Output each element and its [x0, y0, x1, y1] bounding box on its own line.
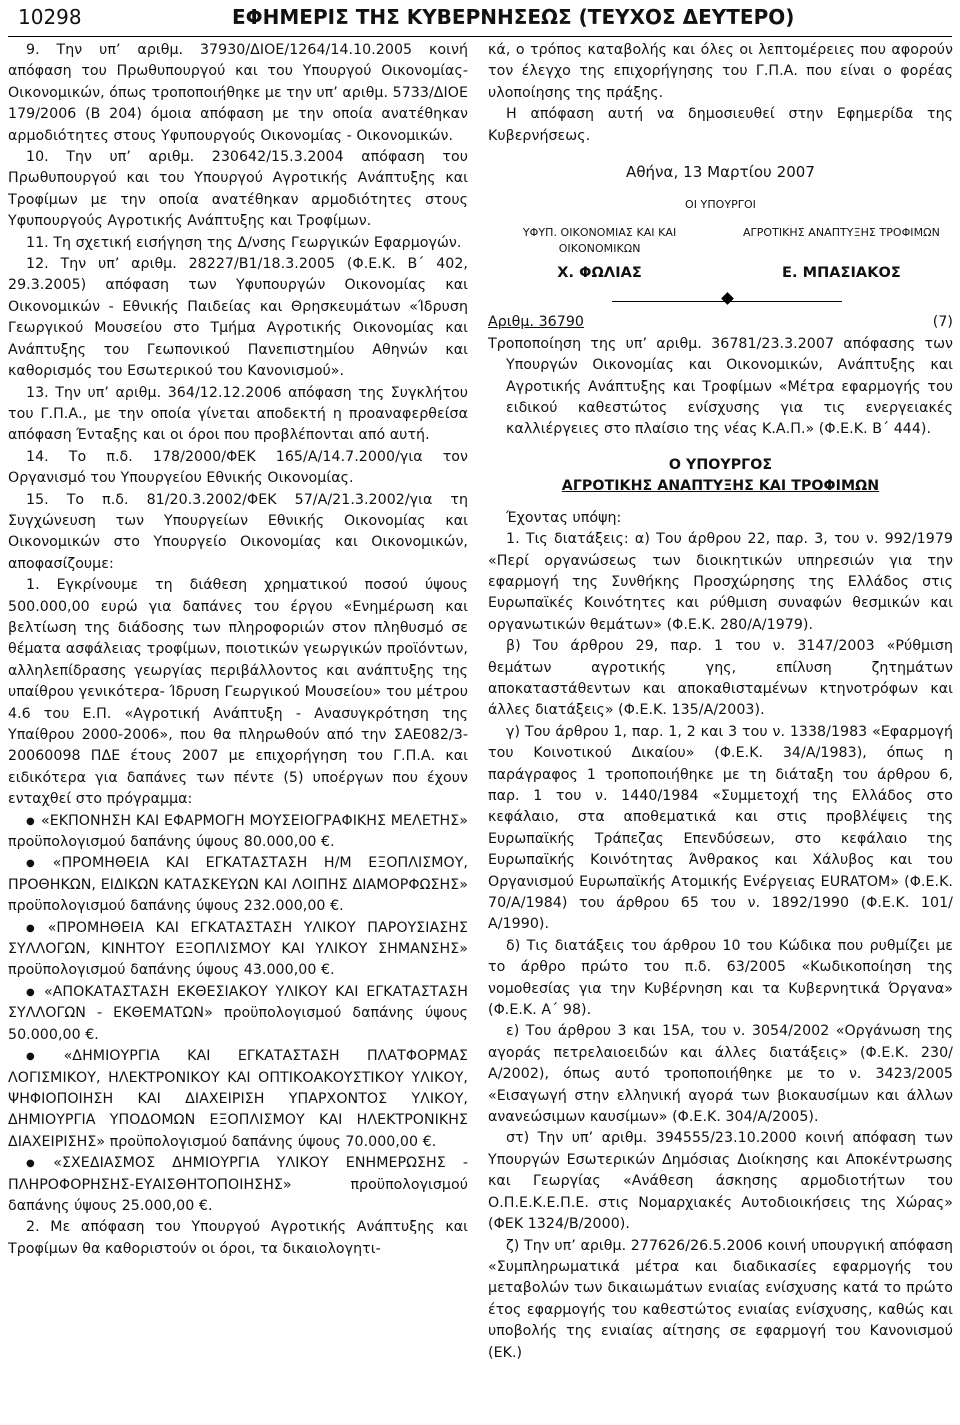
page-header — [0, 0, 960, 40]
diamond-icon — [721, 293, 734, 306]
heading-ministry: ΑΓΡΟΤΙΚΗΣ ΑΝΑΠΤΥΞΗΣ ΚΑΙ ΤΡΟΦΙΜΩΝ — [561, 478, 880, 495]
signatory-left-name: Χ. ΦΩΛΙΑΣ — [557, 265, 642, 282]
heading-minister: Ο ΥΠΟΥΡΓΟΣ — [668, 456, 773, 473]
paragraph: 1. Εγκρίνουμε τη διάθεση χρηματικού ποσού ύψους 500.000,00 ευρώ για δαπάνες του έργου «Ενημέρωση και βελτίωση της διάδοσης των πληροφοριών στον πληθυσμό σε θέματα ασφάλειας τροφίμων, ποιοτικών γεωργικών προϊόντων, αλληλεπίδρασης γεωργίας περιβάλλοντος και ανάπτυξης της υπαίθρου γενικότερα- Ίδρυση Γεωργικού Μουσείου» του μέτρου 4.6 του Ε.Π. «Αγροτική Ανάπτυξη - Ανασυγκρότηση της Υπαίθρου 2000-2006», που θα πληρωθούν από την ΣΑΕ082/3-20060098 ΠΔΕ έτους 2007 με επιχορήγηση του Γ.Π.Α. και ειδικότερα για δαπάνες των πέντε (5) υποέργων που έχουν ενταχθεί στο πρόγραμμα: — [8, 577, 468, 808]
left-column — [8, 40, 468, 1260]
page-number: 10298 — [18, 5, 82, 29]
signature-block — [488, 161, 953, 284]
paragraph: 9. Την υπ’ αριθμ. 37930/ΔΙΟΕ/1264/14.10.2005 κοινή απόφαση του Πρωθυπουργού και του Υπουργού Οικονομίας-Οικονομικών, όπως τροποποιήθηκε με την υπ’ αριθμ. 5733/ΔΙΟΕ 179/2006 (Β 204) όμοια απόφαση με την οποία ανατέθηκαν αρμοδιότητες στους Υφυπουργούς Οικονομίας - Οικονομικών. — [8, 42, 468, 144]
bullet-item: ● «ΠΡΟΜΗΘΕΙΑ ΚΑΙ ΕΓΚΑΤΑΣΤΑΣΗ ΥΛΙΚΟΥ ΠΑΡΟΥΣΙΑΣΗΣ ΣΥΛΛΟΓΩΝ, ΚΙΝΗΤΟΥ ΕΞΟΠΛΙΣΜΟΥ ΚΑΙ ΥΛΙΚΟΥ ΣΗΜΑΝΣΗΣ» προϋπολογισμού δαπάνης ύψους 43.000,00 €. — [8, 918, 468, 982]
paragraph: 10. Την υπ’ αριθμ. 230642/15.3.2004 απόφαση του Πρωθυπουργού και του Υπουργού Αγροτικής Ανάπτυξης και Τροφίμων με την οποία ανατέθηκαν αρμοδιότητες στους Υφυπουργούς Αγροτικής Ανάπτυξης και Τροφίμων. — [8, 149, 468, 230]
paragraph: 15. Το π.δ. 81/20.3.2002/ΦΕΚ 57/Α/21.3.2002/για τη Συγχώνευση των Υπουργείων Εθνικής Οικονομίας και Οικονομικών στο Υπουργείο Οικονομίας και Οικονομικών, αποφασίζουμε: — [8, 491, 468, 572]
bullet-item: ● «ΔΗΜΙΟΥΡΓΙΑ ΚΑΙ ΕΓΚΑΤΑΣΤΑΣΗ ΠΛΑΤΦΟΡΜΑΣ ΛΟΓΙΣΜΙΚΟΥ, ΗΛΕΚΤΡΟΝΙΚΟΥ ΚΑΙ ΟΠΤΙΚΟΑΚΟΥΣΤΙΚΟΥ ΥΛΙΚΟΥ, ΨΗΦΙΟΠΟΙΗΣΗ ΚΑΙ ΔΙΑΧΕΙΡΙΣΗ ΥΠΑΡΧΟΝΤΟΣ ΥΛΙΚΟΥ, ΔΗΜΙΟΥΡΓΙΑ ΥΠΟΔΟΜΩΝ ΕΞΟΠΛΙΣΜΟΥ ΚΑΙ ΗΛΕΚΤΡΟΝΙΚΗΣ ΔΙΑΧΕΙΡΙΣΗΣ» προϋπολογισμού δαπάνης ύψους 70.000,00 €. — [8, 1046, 468, 1153]
bullet-item: ● «ΑΠΟΚΑΤΑΣΤΑΣΗ ΕΚΘΕΣΙΑΚΟΥ ΥΛΙΚΟΥ ΚΑΙ ΕΓΚΑΤΑΣΤΑΣΗ ΣΥΛΛΟΓΩΝ - ΕΚΘΕΜΑΤΩΝ» προϋπολογισμού δαπάνης ύψους 50.000,00 €. — [8, 982, 468, 1046]
signatory-right-title: ΑΓΡΟΤΙΚΗΣ ΑΝΑΠΤΥΞΗΣ ΤΡΟΦΙΜΩΝ — [742, 226, 940, 240]
paragraph: ζ) Την υπ’ αριθμ. 277626/26.5.2006 κοινή υπουργική απόφαση «Συμπληρωματικά μέτρα και διαδικασίες εφαρμογής του μεταβολών των δικαιωμάτων ενιαίας ενίσχυσης κατά το πρώτο έτος εφαρμογής του καθεστώτος ενιαίας ενίσχυσης, καθώς και υποβολής της ενιαίας αίτησης σε εφαρμογή του Κανονισμού (ΕΚ.) — [488, 1237, 953, 1361]
gazette-title: ΕΦΗΜΕΡΙΣ ΤΗΣ ΚΥΒΕΡΝΗΣΕΩΣ (ΤΕΥΧΟΣ ΔΕΥΤΕΡΟ) — [232, 5, 795, 29]
paragraph: Η απόφαση αυτή να δημοσιευθεί στην Εφημερίδα της Κυβερνήσεως. — [488, 106, 953, 144]
paragraph: γ) Του άρθρου 1, παρ. 1, 2 και 3 του ν. 1338/1983 «Εφαρμογή του Κοινοτικού Δικαίου» (Φ.Ε.Κ. 34/Α/1983), όπως η παράγραφος 1 τροποποιήθηκε με τη διάταξη του άρθρου 6, παρ. 1 του ν. 1440/1984 «Συμμετοχή της Ελλάδος στο κεφάλαιο, στα αποθεματικά και στις προβλέψεις της Ευρωπαϊκής Τράπεζας Επενδύσεων, στο κεφάλαιο της Ευρωπαϊκής Κοινότητας Άνθρακος και Χάλυβος και του Οργανισμού Ευρωπαϊκής Ατομικής Ενέργειας EURATOM» (Φ.Ε.Κ. 70/Α/1984) του άρθρου 65 του ν. 1892/1990 (Φ.Ε.Κ. 101/Α/1990). — [488, 723, 953, 933]
paragraph: 14. Το π.δ. 178/2000/ΦΕΚ 165/Α/14.7.2000/για τον Οργανισμό του Υπουργείου Εθνικής Οικονομίας. — [8, 448, 468, 487]
signatory-left-title: ΥΦΥΠ. ΟΙΚΟΝΟΜΙΑΣ ΚΑΙ ΚΑΙ ΟΙΚΟΝΟΜΙΚΩΝ — [522, 226, 677, 256]
ministers-label: ΟΙ ΥΠΟΥΡΓΟΙ — [685, 198, 756, 212]
decision-title: Τροποποίηση της υπ’ αριθμ. 36781/23.3.2007 απόφασης των Υπουργών Οικονομίας και Οικονομικών, Ανάπτυξης και Αγροτικής Ανάπτυξης και Τροφίμων «Μέτρα εφαρμογής του ειδικού καθεστώτος ενίσχυσης για τις ενεργειακές καλλιέργειες στο πλαίσιο της νέας Κ.Α.Π.» (Φ.Ε.Κ. Β΄ 444). — [488, 335, 953, 438]
signatory-right-name: Ε. ΜΠΑΣΙΑΚΟΣ — [781, 265, 901, 282]
paragraph: ε) Του άρθρου 3 και 15Α, του ν. 3054/2002 «Οργάνωση της αγοράς πετρελαιοειδών και άλλες διατάξεις» (Φ.Ε.Κ. 230/Α/2002), όπως αυτό τροποποιήθηκε με το ν. 3423/2005 «Εισαγωγή στην ελληνική αγορά των βιοκαυσίμων και άλλων ανανεώσιμων καυσίμων» (Φ.Ε.Κ. 304/Α/2005). — [488, 1023, 953, 1126]
considering-label: Έχοντας υπόψη: — [506, 509, 622, 526]
paragraph: κά, ο τρόπος καταβολής και όλες οι λεπτομέρειες που αφορούν τον έλεγχο της επιχορήγησης του Γ.Π.Α. που είναι ο φορέας υλοποίησης της πράξης. — [488, 42, 953, 101]
section-separator — [488, 290, 953, 310]
bullet-item: ● «ΣΧΕΔΙΑΣΜΟΣ ΔΗΜΙΟΥΡΓΙΑ ΥΛΙΚΟΥ ΕΝΗΜΕΡΩΣΗΣ - ΠΛΗΡΟΦΟΡΗΣΗΣ-ΕΥΑΙΣΘΗΤΟΠΟΙΗΣΗΣ» προϋπολογισμού δαπάνης ύψους 25.000,00 €. — [8, 1153, 468, 1217]
paragraph: δ) Τις διατάξεις του άρθρου 10 του Κώδικα που ρυθμίζει με το άρθρο πρώτο του π.δ. 63/2005 «Κωδικοποίηση της νομοθεσίας για την Κυβέρνηση και τα Κυβερνητικά Όργανα» (Φ.Ε.Κ. Α΄ 98). — [488, 937, 953, 1019]
paragraph: 1. Τις διατάξεις: α) Του άρθρου 22, παρ. 3, του ν. 992/1979 «Περί οργανώσεως των διοικητικών υπηρεσιών για την εφαρμογή της Συνθήκης Προσχώρησης της Ελλάδος στις Ευρωπαϊκές Κοινότητες και ρύθμιση συναφών θεσμικών και οργανωτικών θεμάτων» (Φ.Ε.Κ. 280/Α/1979). — [488, 531, 953, 633]
paragraph: β) Του άρθρου 29, παρ. 1 του ν. 3147/2003 «Ρύθμιση θεμάτων αγροτικής γης, επίλυση ζητημάτων αποκαταστάθεντων και αποκαθισταμένων κτηνοτρόφων και άλλες διατάξεις» (Φ.Ε.Κ. 135/Α/2003). — [488, 638, 953, 719]
paragraph: 12. Την υπ’ αριθμ. 28227/Β1/18.3.2005 (Φ.Ε.Κ. Β΄ 402, 29.3.2005) απόφαση των Υφυπουργών Οικονομίας και Οικονομικών - Εθνικής Παιδείας και Θρησκευμάτων «Ίδρυση Γεωργικού Μουσείου στο Τμήμα Αγροτικής Οικονομίας και Ανάπτυξης του Γεωπονικού Πανεπιστημίου Αθηνών και καθορισμός του Εσωτερικού του Κανονισμού». — [8, 256, 468, 380]
paragraph: 11. Τη σχετική εισήγηση της Δ/νσης Γεωργικών Εφαρμογών. — [26, 234, 462, 251]
decision-number-row — [488, 312, 953, 333]
paragraph: 13. Την υπ’ αριθμ. 364/12.12.2006 απόφαση της Συγκλήτου του Γ.Π.Α., με την οποία γίνεται αποδεκτή η προαναφερθείσα απόφαση Ένταξης και οι όροι που προβλέπονται από αυτή. — [8, 384, 468, 444]
paragraph: στ) Την υπ’ αριθμ. 394555/23.10.2000 κοινή απόφαση των Υπουργών Εσωτερικών Δημόσιας Διοίκησης και Αποκέντρωσης και Γεωργίας «Ανάθεση άσκησης αρμοδιοτήτων του Ο.Π.Ε.Κ.Ε.Π.Ε. στις Νομαρχιακές Αυτοδιοικήσεις της Χώρας» (ΦΕΚ 1324/Β/2000). — [488, 1130, 953, 1233]
bullet-item: ● «ΠΡΟΜΗΘΕΙΑ ΚΑΙ ΕΓΚΑΤΑΣΤΑΣΗ Η/Μ ΕΞΟΠΛΙΣΜΟΥ, ΠΡΟΘΗΚΩΝ, ΕΙΔΙΚΩΝ ΚΑΤΑΣΚΕΥΩΝ ΚΑΙ ΛΟΙΠΗΣ ΔΙΑΜΟΡΦΩΣΗΣ» προϋπολογισμού δαπάνης ύψους 232.000,00 €. — [8, 853, 468, 917]
decision-ref: (7) — [932, 314, 953, 331]
place-date: Αθήνα, 13 Μαρτίου 2007 — [626, 163, 815, 182]
bullet-item: ● «ΕΚΠΟΝΗΣΗ ΚΑΙ ΕΦΑΡΜΟΓΗ ΜΟΥΣΕΙΟΓΡΑΦΙΚΗΣ ΜΕΛΕΤΗΣ» προϋπολογισμού δαπάνης ύψους 80.000,00 €. — [8, 811, 468, 854]
decision-number: Αριθμ. 36790 — [488, 314, 584, 331]
header-rule — [8, 36, 952, 37]
paragraph: 2. Με απόφαση του Υπουργού Αγροτικής Ανάπτυξης και Τροφίμων θα καθοριστούν οι όροι, τα δικαιολογητι- — [8, 1219, 468, 1257]
right-column — [488, 40, 953, 1364]
